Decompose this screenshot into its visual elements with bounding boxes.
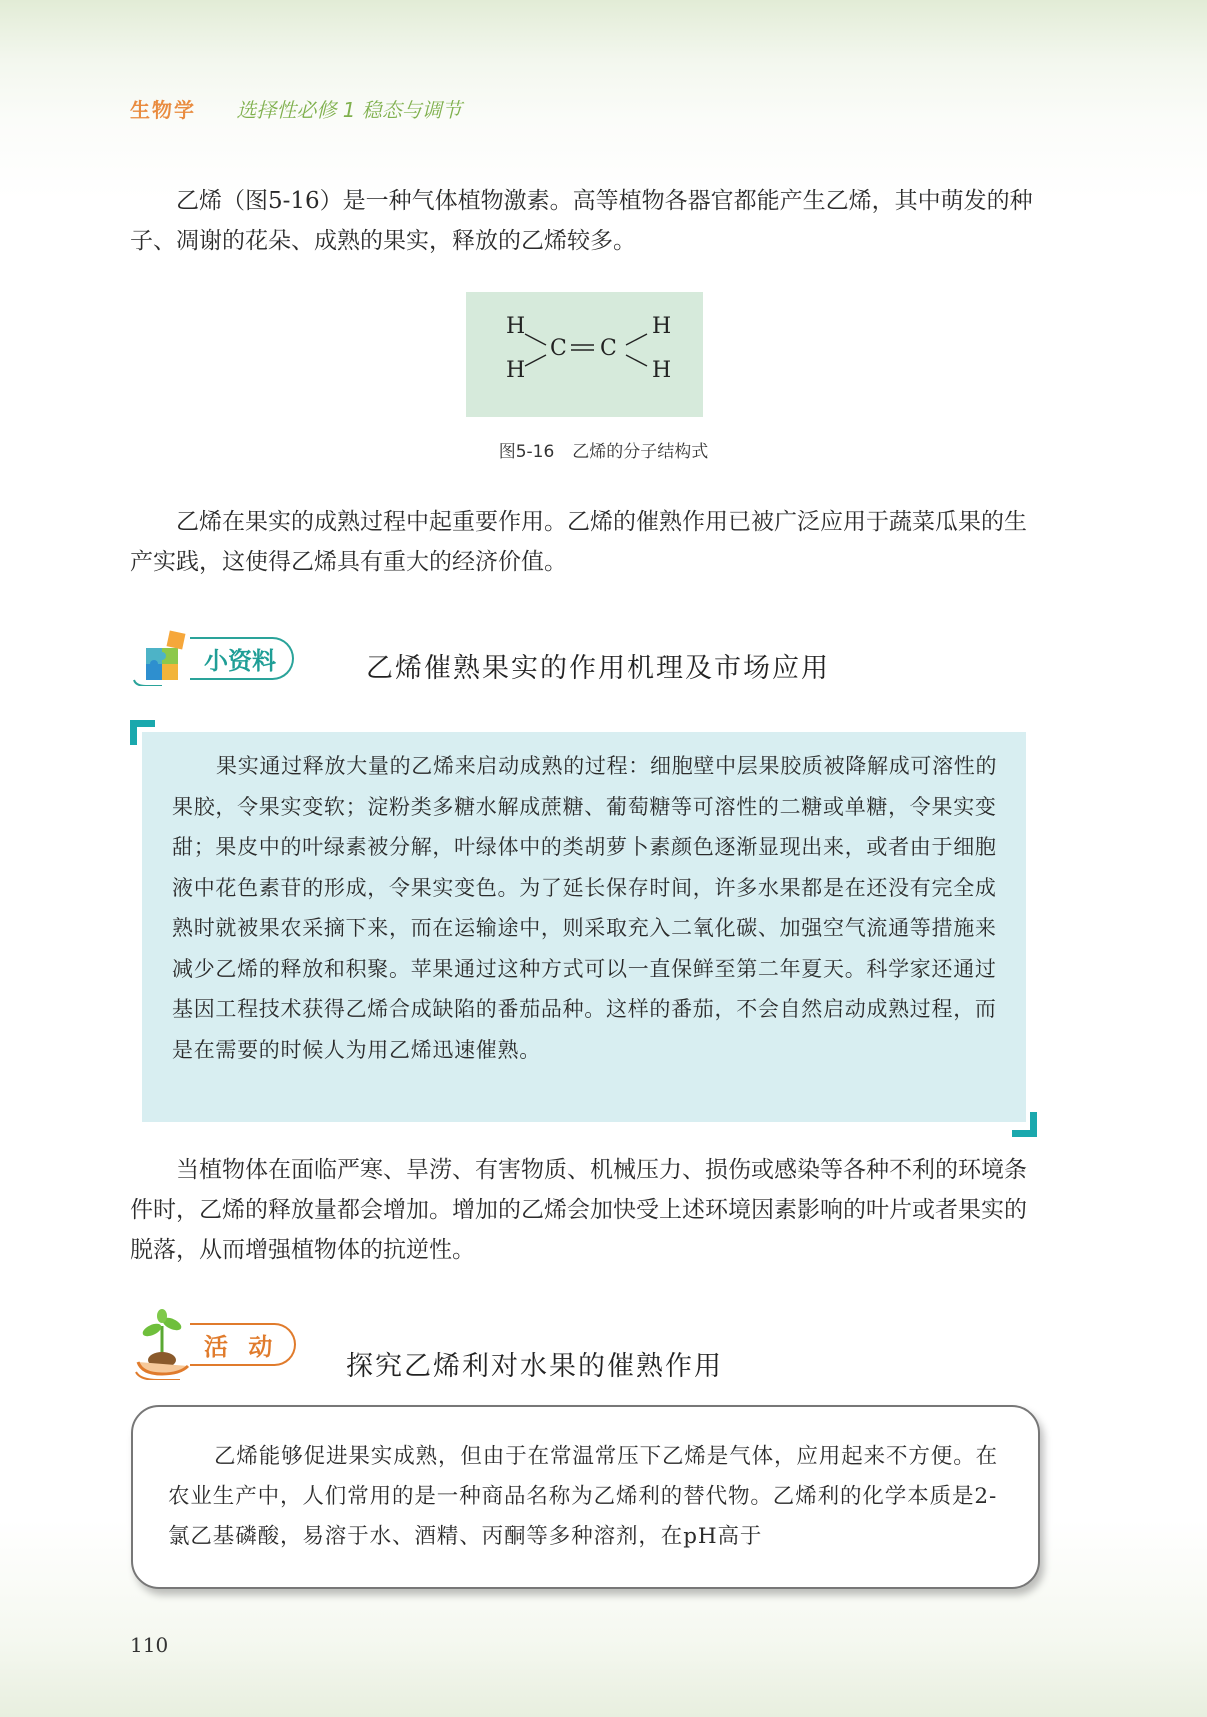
puzzle-icon: [132, 630, 194, 686]
info-badge-label: 小资料: [190, 637, 294, 680]
header-subject: 生物学: [130, 98, 196, 122]
header-book-title: 选择性必修 1 稳态与调节: [236, 98, 462, 122]
paragraph-ethylene-intro: 乙烯（图5-16）是一种气体植物激素。高等植物各器官都能产生乙烯，其中萌发的种子、凋谢的花朵、成熟的果实，释放的乙烯较多。: [130, 188, 1033, 254]
bond-ch-top-right: [626, 334, 647, 345]
info-badge: [132, 630, 294, 686]
info-box-corner-bottom-right: [1012, 1112, 1037, 1137]
activity-badge: [132, 1308, 296, 1380]
atom-c-right: C: [600, 336, 617, 361]
bond-ch-bottom-left: [525, 355, 546, 366]
info-box-text: 果实通过释放大量的乙烯来启动成熟的过程：细胞壁中层果胶质被降解成可溶性的果胶，令果实变软；淀粉类多糖水解成蔗糖、葡萄糖等可溶性的二糖或单糖，令果实变甜；果皮中的叶绿素被分解，叶绿体中的类胡萝卜素颜色逐渐显现出来，或者由于细胞液中花色素苷的形成，令果实变色。为了延长保存时间，许多水果都是在还没有完全成熟时就被果农采摘下来，而在运输途中，则采取充入二氧化碳、加强空气流通等措施来减少乙烯的释放和积聚。苹果通过这种方式可以一直保鲜至第二年夏天。科学家还通过基因工程技术获得乙烯合成缺陷的番茄品种。这样的番茄，不会自然启动成熟过程，而是在需要的时候人为用乙烯迅速催熟。: [172, 754, 998, 1062]
atom-h-top-left: H: [506, 314, 526, 339]
figure-caption-text: 乙烯的分子结构式: [572, 442, 709, 462]
atom-h-bottom-left: H: [506, 358, 526, 383]
paragraph-ethylene-stress: 当植物体在面临严寒、旱涝、有害物质、机械压力、损伤或感染等各种不利的环境条件时，乙烯的释放量都会增加。增加的乙烯会加快受上述环境因素影响的叶片或者果实的脱落，从而增强植物体的抗逆性。: [130, 1157, 1027, 1263]
figure-caption-number: 图5-16: [498, 442, 555, 462]
bond-ch-top-left: [525, 334, 546, 345]
atom-h-top-right: H: [652, 314, 672, 339]
activity-box-text: 乙烯能够促进果实成熟，但由于在常温常压下乙烯是气体，应用起来不方便。在农业生产中，人们常用的是一种商品名称为乙烯利的替代物。乙烯利的化学本质是2-氯乙基磷酸，易溶于水、酒精、丙酮等多种溶剂，在pH高于: [168, 1444, 999, 1549]
sprout-hand-icon: [132, 1308, 192, 1380]
page-number: 110: [130, 1633, 169, 1657]
atom-h-bottom-right: H: [652, 358, 672, 383]
figure-ethylene-structure: [466, 292, 703, 417]
running-header: [130, 94, 462, 123]
ethylene-structure-diagram: [466, 292, 703, 417]
activity-section-title: 探究乙烯利对水果的催熟作用: [346, 1351, 723, 1382]
activity-badge-label: 活 动: [190, 1323, 296, 1366]
atom-c-left: C: [550, 336, 567, 361]
figure-caption: [0, 437, 1207, 462]
bond-ch-bottom-right: [626, 355, 647, 366]
paragraph-ethylene-ripening: 乙烯在果实的成熟过程中起重要作用。乙烯的催熟作用已被广泛应用于蔬菜瓜果的生产实践，这使得乙烯具有重大的经济价值。: [130, 509, 1027, 575]
info-section-title: 乙烯催熟果实的作用机理及市场应用: [366, 653, 830, 684]
